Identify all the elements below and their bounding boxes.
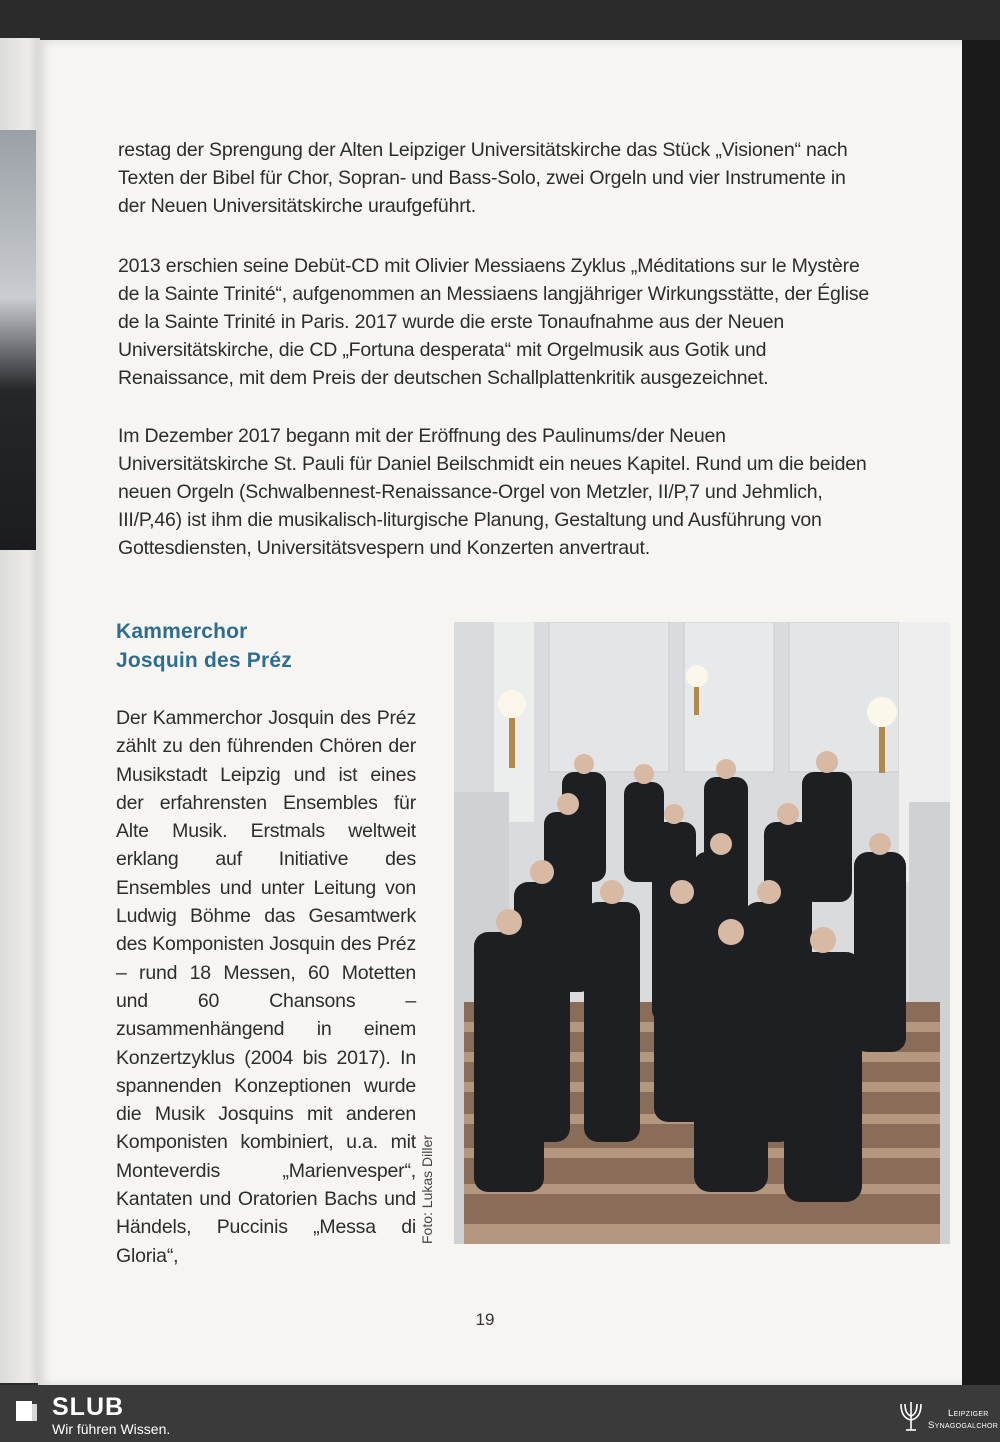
slub-tagline: Wir führen Wissen. bbox=[52, 1421, 171, 1437]
slub-book-icon bbox=[14, 1398, 40, 1429]
heading-line-1: Kammerchor bbox=[116, 620, 248, 643]
partner-name-line-1: Leipziger bbox=[948, 1408, 989, 1419]
partner-name-line-2: Synagogalchor bbox=[928, 1420, 999, 1431]
photo-credit: Foto: Lukas Diller bbox=[419, 1135, 435, 1244]
choir-photo-illustration bbox=[454, 622, 950, 1244]
choir-description: Der Kammerchor Josquin des Préz zählt zu den führenden Chören der Musikstadt Leipzig und ist eines der erfahrensten Ensembles für Alte Musik. Erstmals weltweit erklang auf Initiative des Ensembles und unter Leitung von Ludwig Böhme das Gesamtwerk des Komponisten Josquin des Préz – rund 18 Messen, 60 Motetten und 60 Chansons – zusammenhängend in einem Konzertzyklus (2004 bis 2017). In spannenden Konzeptionen wurde die Musik Josquins mit anderen Komponisten kombiniert, u.a. mit Monteverdis „Marienvesper“, Kantaten und Oratorien Bachs und Händels, Puccinis „Messa di Gloria“, bbox=[116, 707, 416, 1267]
paragraph-paulinum: Im Dezember 2017 begann mit der Eröffnung des Paulinums/der Neuen Universitätskirche St. Pauli für Daniel Beilschmidt ein neues Kapitel. Rund um die beiden neuen Orgeln (Schwalbennest-Renaissance-Orgel von Metzler, II/P,7 und Jehmlich, III/P,46) ist ihm die musikalisch-liturgische Planung, Gestaltung und Ausführung von Gottesdiensten, Universitätsvespern und Konzerten anvertraut. bbox=[118, 425, 867, 559]
paragraph-premiere: restag der Sprengung der Alten Leipziger Universitätskirche das Stück „Visionen“ nach Texten der Bibel für Chor, Sopran- und Bass-Solo, zwei Orgeln und vier Instrumente in der Neuen Universitätskirche uraufgeführt. bbox=[118, 139, 848, 217]
slub-brand: SLUB bbox=[52, 1393, 125, 1421]
menorah-icon bbox=[896, 1396, 926, 1441]
scan-background bbox=[962, 40, 1000, 1385]
previous-page-photo bbox=[0, 130, 36, 550]
heading-line-2: Josquin des Préz bbox=[116, 649, 292, 672]
section-heading bbox=[116, 617, 436, 675]
partner-logo-text bbox=[928, 1408, 1000, 1432]
choir-photo bbox=[454, 622, 950, 1244]
paragraph-debut-cd: 2013 erschien seine Debüt-CD mit Olivier Messiaens Zyklus „Méditations sur le Mystère de la Sainte Trinité“, aufgenommen an Messiaens langjähriger Wirkungsstätte, der Église de la Sainte Trinité in Paris. 2017 wurde die erste Tonaufnahme aus der Neuen Universitätskirche, die CD „Fortuna desperata“ mit Orgelmusik aus Gotik und Renaissance, mit dem Preis der deutschen Schallplattenkritik ausgezeichnet. bbox=[118, 255, 870, 389]
page-number: 19 bbox=[475, 1310, 495, 1329]
